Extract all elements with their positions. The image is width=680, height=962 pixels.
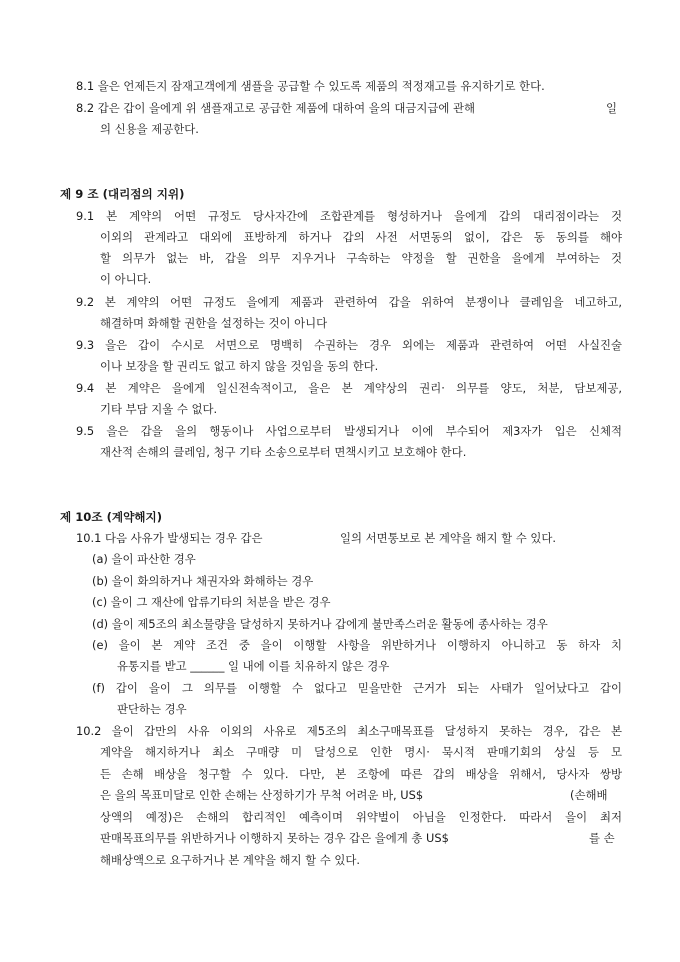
item-10-1-b: (b) 을이 화의하거나 채권자와 화해하는 경우 bbox=[92, 574, 314, 588]
item-10-1-e: (e) 을이 본 계약 조건 중 을이 이행할 사항을 위반하거나 이행하지 아니하고 동 하자 치 bbox=[92, 638, 622, 652]
clause-10-2-cont: 든 손해 배상을 청구할 수 있다. 다만, 본 조항에 따른 갑의 배상을 위해서, 당사자 쌍방 bbox=[100, 767, 622, 781]
item-10-1-a: (a) 을이 파산한 경우 bbox=[92, 552, 196, 566]
clause-10-2-cont: 상액의 예정)은 손해의 합리적인 예측이며 위약벌이 아님을 인정한다. 따라서 을이 최저 bbox=[100, 810, 622, 824]
item-10-1-e-cont: 유통지를 받고 ______ 일 내에 이를 치유하지 않은 경우 bbox=[117, 659, 390, 673]
item-10-1-f-cont: 판단하는 경우 bbox=[117, 702, 187, 716]
clause-10-2: 10.2 을이 갑만의 사유 이외의 사유로 제5조의 최소구매목표를 달성하지 못하는 경우, 갑은 본 bbox=[76, 724, 622, 738]
clause-10-2-cont: 판매목표의무를 위반하거나 이행하지 못하는 경우 갑은 을에게 총 US$ bbox=[100, 831, 449, 845]
clause-9-1: 9.1 본 계약의 어떤 규정도 당사자간에 조합관계를 형성하거나 을에게 갑의 대리점이라는 것 bbox=[76, 209, 622, 223]
clause-9-2: 9.2 본 계약의 어떤 규정도 을에게 제품과 관련하여 갑을 위하여 분쟁이나 클레임을 네고하고, bbox=[76, 295, 622, 309]
clause-9-1-cont: 이 아니다. bbox=[100, 272, 152, 286]
clause-10-2-cont: 를 손 bbox=[589, 831, 615, 845]
clause-9-4: 9.4 본 계약은 을에게 일신전속적이고, 을은 본 계약상의 권리· 의무를 양도, 처분, 담보제공, bbox=[76, 381, 622, 395]
clause-8-1: 8.1 을은 언제든지 잠재고객에게 샘플을 공급할 수 있도록 제품의 적정재고를 유지하기로 한다. bbox=[76, 79, 545, 93]
item-10-1-d: (d) 을이 제5조의 최소물량을 달성하지 못하거나 갑에게 불만족스러운 활동에 종사하는 경우 bbox=[92, 617, 548, 631]
clause-9-3-cont: 이나 보장을 할 권리도 없고 하지 않을 것임을 동의 한다. bbox=[100, 359, 379, 373]
article-9-title: 제 9 조 (대리점의 지위) bbox=[60, 187, 185, 201]
clause-9-5: 9.5 을은 갑을 을의 행동이나 사업으로부터 발생되거나 이에 부수되어 제3자가 입은 신체적 bbox=[76, 424, 622, 438]
clause-8-2-unit: 일 bbox=[606, 101, 618, 115]
clause-9-1-cont: 할 의무가 없는 바, 갑을 의무 지우거나 구속하는 약정을 할 권한을 을에게 부여하는 것 bbox=[100, 251, 622, 265]
clause-8-2: 8.2 갑은 갑이 을에게 위 샘플재고로 공급한 제품에 대하여 을의 대금지급에 관해 bbox=[76, 101, 476, 115]
article-10-title: 제 10조 (계약해지) bbox=[60, 510, 163, 524]
clause-9-5-cont: 재산적 손해의 클레임, 청구 기타 소송으로부터 면책시키고 보호해야 한다. bbox=[100, 445, 467, 459]
clause-10-2-cont: 은 을의 목표미달로 인한 손해는 산정하기가 무척 어려운 바, US$ bbox=[100, 788, 424, 802]
clause-10-2-cont: 해배상액으로 요구하거나 본 계약을 해지 할 수 있다. bbox=[100, 853, 361, 867]
clause-9-1-cont: 이외의 관계라고 대외에 표방하게 하거나 갑의 사전 서면동의 없이, 갑은 동 동의를 해야 bbox=[100, 230, 622, 244]
clause-9-2-cont: 해결하며 화해할 권한을 설정하는 것이 아니다 bbox=[100, 316, 328, 330]
clause-9-3: 9.3 을은 갑이 수시로 서면으로 명백히 수권하는 경우 외에는 제품과 관련하여 어떤 사실진술 bbox=[76, 338, 622, 352]
item-10-1-c: (c) 을이 그 재산에 압류기타의 처분을 받은 경우 bbox=[92, 595, 331, 609]
clause-10-1: 10.1 다음 사유가 발생되는 경우 갑은 bbox=[76, 531, 263, 545]
clause-10-2-cont: 계약을 해지하거나 최소 구매량 미 달성으로 인한 명시· 묵시적 판매기회의 상실 등 모 bbox=[100, 745, 622, 759]
item-10-1-f: (f) 갑이 을이 그 의무를 이행할 수 없다고 믿을만한 근거가 되는 사태가 일어났다고 갑이 bbox=[92, 681, 622, 695]
clause-10-1-cont: 일의 서면통보로 본 계약을 해지 할 수 있다. bbox=[340, 531, 557, 545]
clause-8-2-cont: 의 신용을 제공한다. bbox=[100, 122, 199, 136]
clause-9-4-cont: 기타 부담 지울 수 없다. bbox=[100, 402, 218, 416]
clause-10-2-cont: (손해배 bbox=[570, 788, 608, 802]
